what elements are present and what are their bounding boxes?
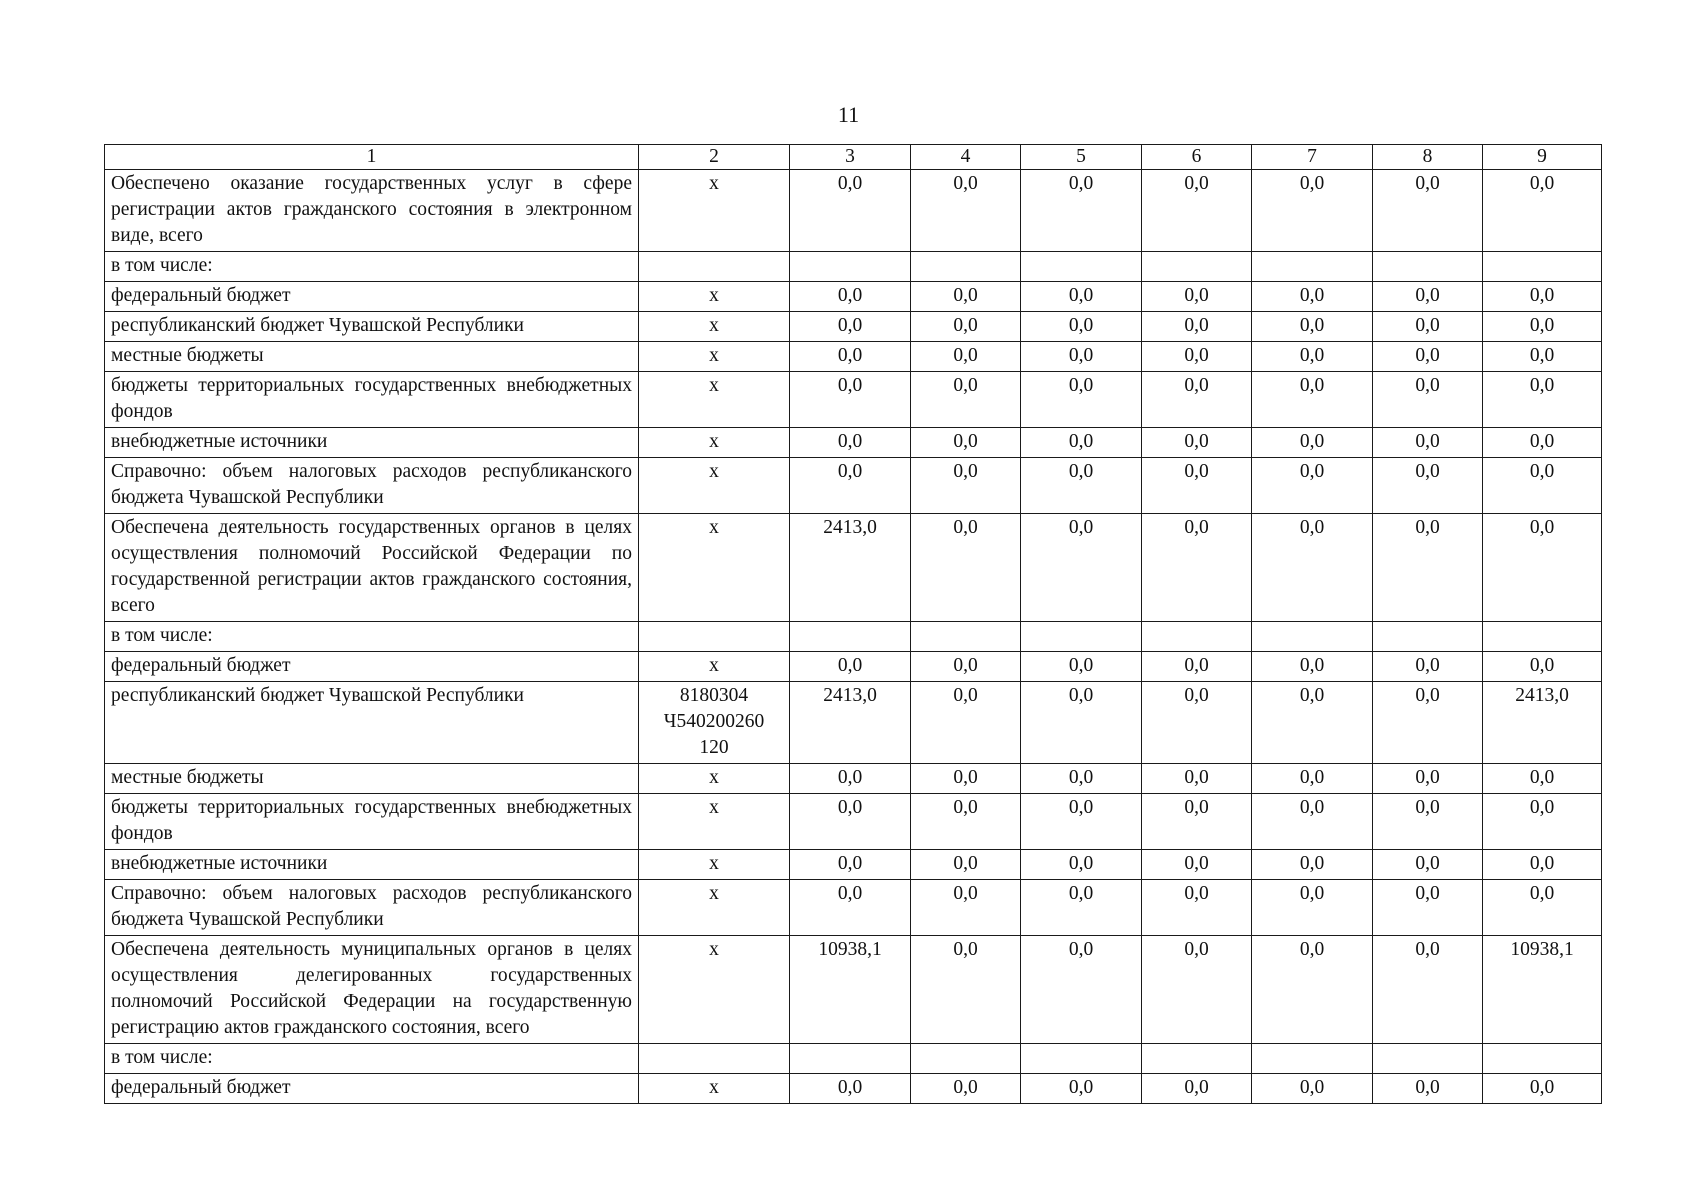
- value-cell-col-6: [1142, 1044, 1252, 1074]
- value-cell-col-7: 0,0: [1252, 880, 1373, 936]
- value-cell-col-3: [790, 622, 911, 652]
- value-cell-col-5: 0,0: [1021, 652, 1142, 682]
- value-cell-col-8: 0,0: [1373, 514, 1483, 622]
- value-cell-col-9: 0,0: [1483, 652, 1602, 682]
- budget-code: х: [639, 764, 790, 794]
- row-label: федеральный бюджет: [105, 1074, 639, 1104]
- value-cell-col-5: 0,0: [1021, 794, 1142, 850]
- value-cell-col-4: 0,0: [911, 794, 1021, 850]
- value-cell-col-3: 0,0: [790, 372, 911, 428]
- value-cell-col-7: 0,0: [1252, 682, 1373, 764]
- value-cell-col-8: 0,0: [1373, 794, 1483, 850]
- value-cell-col-4: 0,0: [911, 428, 1021, 458]
- table-body: [105, 170, 1602, 1104]
- value-cell-col-3: 0,0: [790, 428, 911, 458]
- table-row: [105, 342, 1602, 372]
- value-cell-col-3: 0,0: [790, 170, 911, 252]
- value-cell-col-6: 0,0: [1142, 458, 1252, 514]
- value-cell-col-8: 0,0: [1373, 1074, 1483, 1104]
- column-header-6: 6: [1142, 145, 1252, 170]
- budget-code: 8180304 Ч540200260 120: [639, 682, 790, 764]
- value-cell-col-5: 0,0: [1021, 764, 1142, 794]
- value-cell-col-4: 0,0: [911, 936, 1021, 1044]
- value-cell-col-4: 0,0: [911, 1074, 1021, 1104]
- value-cell-col-5: 0,0: [1021, 850, 1142, 880]
- value-cell-col-6: 0,0: [1142, 1074, 1252, 1104]
- value-cell-col-9: 0,0: [1483, 428, 1602, 458]
- value-cell-col-8: 0,0: [1373, 428, 1483, 458]
- value-cell-col-5: 0,0: [1021, 342, 1142, 372]
- value-cell-col-6: [1142, 252, 1252, 282]
- budget-code: х: [639, 372, 790, 428]
- value-cell-col-5: [1021, 1044, 1142, 1074]
- value-cell-col-3: 0,0: [790, 312, 911, 342]
- value-cell-col-7: 0,0: [1252, 1074, 1373, 1104]
- budget-code: х: [639, 880, 790, 936]
- value-cell-col-8: 0,0: [1373, 880, 1483, 936]
- value-cell-col-8: 0,0: [1373, 850, 1483, 880]
- budget-code: х: [639, 312, 790, 342]
- table-row: [105, 252, 1602, 282]
- value-cell-col-9: 0,0: [1483, 850, 1602, 880]
- value-cell-col-3: 0,0: [790, 764, 911, 794]
- value-cell-col-8: 0,0: [1373, 170, 1483, 252]
- budget-code: [639, 1044, 790, 1074]
- value-cell-col-6: 0,0: [1142, 342, 1252, 372]
- value-cell-col-4: 0,0: [911, 170, 1021, 252]
- value-cell-col-3: 0,0: [790, 794, 911, 850]
- value-cell-col-9: 0,0: [1483, 342, 1602, 372]
- table-row: [105, 794, 1602, 850]
- table-row: [105, 428, 1602, 458]
- value-cell-col-7: 0,0: [1252, 764, 1373, 794]
- value-cell-col-3: 0,0: [790, 880, 911, 936]
- value-cell-col-9: 0,0: [1483, 282, 1602, 312]
- value-cell-col-7: 0,0: [1252, 342, 1373, 372]
- value-cell-col-7: 0,0: [1252, 514, 1373, 622]
- value-cell-col-9: 0,0: [1483, 1074, 1602, 1104]
- value-cell-col-4: 0,0: [911, 682, 1021, 764]
- value-cell-col-4: [911, 622, 1021, 652]
- table-row: [105, 622, 1602, 652]
- budget-code: х: [639, 850, 790, 880]
- table-row: [105, 880, 1602, 936]
- table-row: [105, 652, 1602, 682]
- value-cell-col-4: 0,0: [911, 764, 1021, 794]
- row-label: Обеспечена деятельность государственных органов в целях осуществления полномочий Российской Федерации по государственной регистрации актов гражданского состояния, всего: [105, 514, 639, 622]
- row-label: местные бюджеты: [105, 764, 639, 794]
- value-cell-col-9: 0,0: [1483, 372, 1602, 428]
- row-label: внебюджетные источники: [105, 428, 639, 458]
- value-cell-col-4: 0,0: [911, 850, 1021, 880]
- value-cell-col-8: 0,0: [1373, 372, 1483, 428]
- budget-code: [639, 622, 790, 652]
- budget-code: [639, 252, 790, 282]
- value-cell-col-6: 0,0: [1142, 312, 1252, 342]
- value-cell-col-3: 0,0: [790, 1074, 911, 1104]
- value-cell-col-9: 0,0: [1483, 170, 1602, 252]
- table-row: [105, 514, 1602, 622]
- table-row: [105, 312, 1602, 342]
- value-cell-col-9: 2413,0: [1483, 682, 1602, 764]
- value-cell-col-5: 0,0: [1021, 312, 1142, 342]
- row-label: внебюджетные источники: [105, 850, 639, 880]
- value-cell-col-3: 2413,0: [790, 514, 911, 622]
- value-cell-col-6: 0,0: [1142, 936, 1252, 1044]
- value-cell-col-5: [1021, 622, 1142, 652]
- value-cell-col-9: 0,0: [1483, 794, 1602, 850]
- value-cell-col-3: 2413,0: [790, 682, 911, 764]
- value-cell-col-9: 0,0: [1483, 880, 1602, 936]
- column-header-9: 9: [1483, 145, 1602, 170]
- table-row: [105, 936, 1602, 1044]
- table-row: [105, 458, 1602, 514]
- column-header-2: 2: [639, 145, 790, 170]
- value-cell-col-7: 0,0: [1252, 312, 1373, 342]
- column-header-5: 5: [1021, 145, 1142, 170]
- table-row: [105, 170, 1602, 252]
- row-label: республиканский бюджет Чувашской Республики: [105, 312, 639, 342]
- value-cell-col-5: 0,0: [1021, 880, 1142, 936]
- value-cell-col-5: 0,0: [1021, 282, 1142, 312]
- row-label: Обеспечено оказание государственных услуг в сфере регистрации актов гражданского состояния в электронном виде, всего: [105, 170, 639, 252]
- value-cell-col-3: 0,0: [790, 458, 911, 514]
- value-cell-col-5: 0,0: [1021, 936, 1142, 1044]
- value-cell-col-7: 0,0: [1252, 428, 1373, 458]
- budget-code: х: [639, 458, 790, 514]
- value-cell-col-9: 10938,1: [1483, 936, 1602, 1044]
- value-cell-col-4: 0,0: [911, 514, 1021, 622]
- value-cell-col-7: 0,0: [1252, 372, 1373, 428]
- budget-code: х: [639, 170, 790, 252]
- column-header-3: 3: [790, 145, 911, 170]
- value-cell-col-7: 0,0: [1252, 794, 1373, 850]
- row-label: Обеспечена деятельность муниципальных органов в целях осуществления делегированных государственных полномочий Российской Федерации на государственную регистрацию актов гражданского состояния, всего: [105, 936, 639, 1044]
- value-cell-col-9: 0,0: [1483, 458, 1602, 514]
- value-cell-col-5: 0,0: [1021, 170, 1142, 252]
- value-cell-col-6: 0,0: [1142, 764, 1252, 794]
- value-cell-col-9: 0,0: [1483, 312, 1602, 342]
- budget-code: х: [639, 1074, 790, 1104]
- value-cell-col-6: 0,0: [1142, 282, 1252, 312]
- budget-code: х: [639, 342, 790, 372]
- budget-code: х: [639, 428, 790, 458]
- table-row: [105, 1074, 1602, 1104]
- value-cell-col-5: 0,0: [1021, 458, 1142, 514]
- value-cell-col-5: 0,0: [1021, 428, 1142, 458]
- value-cell-col-9: [1483, 1044, 1602, 1074]
- value-cell-col-7: 0,0: [1252, 652, 1373, 682]
- value-cell-col-6: 0,0: [1142, 372, 1252, 428]
- table-row: [105, 372, 1602, 428]
- row-label: бюджеты территориальных государственных внебюджетных фондов: [105, 794, 639, 850]
- value-cell-col-5: 0,0: [1021, 372, 1142, 428]
- value-cell-col-4: 0,0: [911, 282, 1021, 312]
- budget-code: х: [639, 936, 790, 1044]
- value-cell-col-6: 0,0: [1142, 170, 1252, 252]
- row-label: Справочно: объем налоговых расходов республиканского бюджета Чувашской Республики: [105, 458, 639, 514]
- value-cell-col-9: [1483, 252, 1602, 282]
- row-label: республиканский бюджет Чувашской Республики: [105, 682, 639, 764]
- table-row: [105, 764, 1602, 794]
- value-cell-col-4: [911, 1044, 1021, 1074]
- value-cell-col-8: 0,0: [1373, 682, 1483, 764]
- value-cell-col-7: 0,0: [1252, 936, 1373, 1044]
- column-header-1: 1: [105, 145, 639, 170]
- value-cell-col-4: [911, 252, 1021, 282]
- table-row: [105, 1044, 1602, 1074]
- value-cell-col-6: 0,0: [1142, 794, 1252, 850]
- value-cell-col-8: [1373, 622, 1483, 652]
- value-cell-col-8: [1373, 252, 1483, 282]
- row-label: в том числе:: [105, 622, 639, 652]
- value-cell-col-4: 0,0: [911, 342, 1021, 372]
- value-cell-col-7: 0,0: [1252, 850, 1373, 880]
- value-cell-col-7: [1252, 1044, 1373, 1074]
- value-cell-col-9: [1483, 622, 1602, 652]
- value-cell-col-7: [1252, 252, 1373, 282]
- row-label: федеральный бюджет: [105, 652, 639, 682]
- value-cell-col-6: 0,0: [1142, 880, 1252, 936]
- value-cell-col-6: 0,0: [1142, 514, 1252, 622]
- header-row: [105, 145, 1602, 170]
- row-label: Справочно: объем налоговых расходов республиканского бюджета Чувашской Республики: [105, 880, 639, 936]
- value-cell-col-8: 0,0: [1373, 342, 1483, 372]
- value-cell-col-6: 0,0: [1142, 428, 1252, 458]
- page-number: 11: [837, 102, 860, 127]
- value-cell-col-3: [790, 1044, 911, 1074]
- value-cell-col-5: 0,0: [1021, 514, 1142, 622]
- budget-code: х: [639, 282, 790, 312]
- value-cell-col-3: 0,0: [790, 652, 911, 682]
- value-cell-col-8: 0,0: [1373, 282, 1483, 312]
- table-row: [105, 282, 1602, 312]
- value-cell-col-3: 0,0: [790, 342, 911, 372]
- value-cell-col-8: 0,0: [1373, 936, 1483, 1044]
- value-cell-col-4: 0,0: [911, 880, 1021, 936]
- budget-code: х: [639, 514, 790, 622]
- budget-code: х: [639, 652, 790, 682]
- value-cell-col-3: 0,0: [790, 282, 911, 312]
- value-cell-col-6: 0,0: [1142, 652, 1252, 682]
- value-cell-col-3: [790, 252, 911, 282]
- value-cell-col-5: 0,0: [1021, 682, 1142, 764]
- value-cell-col-6: 0,0: [1142, 850, 1252, 880]
- value-cell-col-6: [1142, 622, 1252, 652]
- value-cell-col-7: 0,0: [1252, 458, 1373, 514]
- table-row: [105, 682, 1602, 764]
- value-cell-col-8: 0,0: [1373, 458, 1483, 514]
- value-cell-col-9: 0,0: [1483, 764, 1602, 794]
- row-label: в том числе:: [105, 252, 639, 282]
- value-cell-col-8: 0,0: [1373, 652, 1483, 682]
- value-cell-col-3: 0,0: [790, 850, 911, 880]
- row-label: местные бюджеты: [105, 342, 639, 372]
- table-header: [105, 145, 1602, 170]
- value-cell-col-8: 0,0: [1373, 312, 1483, 342]
- value-cell-col-4: 0,0: [911, 312, 1021, 342]
- budget-code: х: [639, 794, 790, 850]
- value-cell-col-9: 0,0: [1483, 514, 1602, 622]
- table-row: [105, 850, 1602, 880]
- value-cell-col-4: 0,0: [911, 652, 1021, 682]
- value-cell-col-6: 0,0: [1142, 682, 1252, 764]
- budget-table: [104, 144, 1602, 1104]
- value-cell-col-4: 0,0: [911, 458, 1021, 514]
- value-cell-col-7: [1252, 622, 1373, 652]
- row-label: бюджеты территориальных государственных внебюджетных фондов: [105, 372, 639, 428]
- row-label: в том числе:: [105, 1044, 639, 1074]
- column-header-7: 7: [1252, 145, 1373, 170]
- value-cell-col-8: 0,0: [1373, 764, 1483, 794]
- value-cell-col-5: 0,0: [1021, 1074, 1142, 1104]
- value-cell-col-8: [1373, 1044, 1483, 1074]
- value-cell-col-7: 0,0: [1252, 170, 1373, 252]
- value-cell-col-5: [1021, 252, 1142, 282]
- column-header-4: 4: [911, 145, 1021, 170]
- value-cell-col-3: 10938,1: [790, 936, 911, 1044]
- column-header-8: 8: [1373, 145, 1483, 170]
- value-cell-col-4: 0,0: [911, 372, 1021, 428]
- value-cell-col-7: 0,0: [1252, 282, 1373, 312]
- row-label: федеральный бюджет: [105, 282, 639, 312]
